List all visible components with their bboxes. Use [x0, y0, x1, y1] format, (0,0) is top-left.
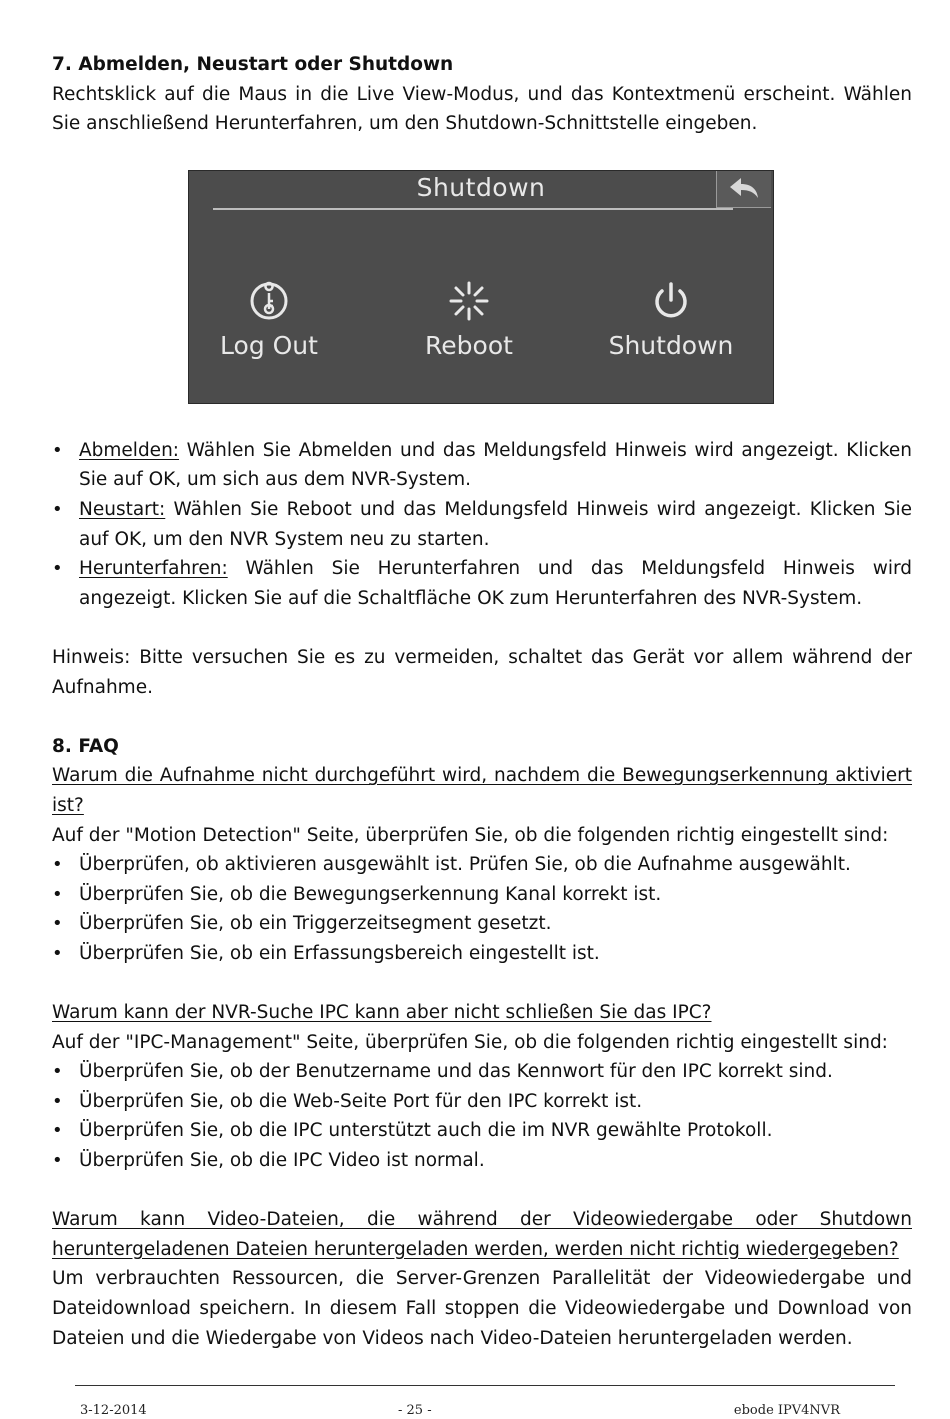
- faq-question-1: Warum die Aufnahme nicht durchgeführt wird, nachdem die Bewegungserkennung aktiviert ist?: [52, 765, 912, 816]
- footer-page-number: - 25 -: [398, 1403, 432, 1418]
- list-item: • Überprüfen Sie, ob die Web-Seite Port für den IPC korrekt ist.: [52, 1087, 912, 1117]
- reboot-option[interactable]: [389, 279, 549, 360]
- faq-question-2: Warum kann der NVR-Suche IPC kann aber nicht schließen Sie das IPC?: [52, 1002, 712, 1024]
- list-item: • Überprüfen, ob aktivieren ausgewählt ist. Prüfen Sie, ob die Aufnahme ausgewählt.: [52, 850, 912, 880]
- section-8-heading: 8. FAQ: [52, 735, 119, 757]
- bullet-term: Neustart:: [79, 498, 166, 520]
- shutdown-dialog-screenshot: [188, 170, 774, 404]
- faq-answer-2: Auf der "IPC-Management" Seite, überprüfen Sie, ob die folgenden richtig eingestellt sind:: [52, 1031, 888, 1053]
- section-7-bullet-list: [52, 436, 912, 614]
- faq-question-3: Warum kann Video-Dateien, die während der Videowiedergabe oder Shutdown heruntergeladenen Dateien heruntergeladen werden, werden nicht richtig wiedergegeben?: [52, 1209, 912, 1260]
- section-7-intro: Rechtsklick auf die Maus in die Live View-Modus, und das Kontextmenü erscheint. Wählen Sie anschließend Herunterfahren, um den Shutdown-Schnittstelle eingeben.: [52, 83, 912, 135]
- bullet-term: Abmelden:: [79, 439, 180, 461]
- log-out-option[interactable]: [189, 279, 349, 360]
- footer-date: 3-12-2014: [80, 1403, 147, 1418]
- back-arrow-icon: [727, 175, 761, 201]
- page-content: [52, 50, 912, 1353]
- list-item: • Überprüfen Sie, ob die IPC Video ist normal.: [52, 1146, 912, 1176]
- faq-2-bullet-list: [52, 1057, 912, 1175]
- list-item: [52, 495, 912, 554]
- list-item: • Überprüfen Sie, ob ein Triggerzeitsegment gesetzt.: [52, 909, 912, 939]
- footer-product: ebode IPV4NVR: [733, 1403, 840, 1418]
- list-item: • Überprüfen Sie, ob ein Erfassungsbereich eingestellt ist.: [52, 939, 912, 969]
- shutdown-option[interactable]: [591, 279, 751, 360]
- bullet-text: Wählen Sie Reboot und das Meldungsfeld Hinweis wird angezeigt. Klicken Sie auf OK, um den NVR System neu zu starten.: [79, 498, 912, 550]
- list-item: • Überprüfen Sie, ob die IPC unterstützt auch die im NVR gewählte Protokoll.: [52, 1116, 912, 1146]
- back-button[interactable]: [716, 171, 771, 208]
- faq-answer-1: Auf der "Motion Detection" Seite, überprüfen Sie, ob die folgenden richtig eingestellt sind:: [52, 824, 889, 846]
- bullet-text: Wählen Sie Herunterfahren und das Meldungsfeld Hinweis wird angezeigt. Klicken Sie auf die Schaltfläche OK zum Herunterfahren des NVR-System.: [79, 558, 912, 609]
- log-out-label: Log Out: [220, 330, 318, 360]
- section-7-heading: 7. Abmelden, Neustart oder Shutdown: [52, 54, 454, 75]
- list-item: [52, 436, 912, 495]
- footer-divider: [75, 1385, 895, 1386]
- dialog-title: Shutdown: [416, 172, 546, 202]
- reboot-spinner-icon: [447, 279, 491, 323]
- bullet-term: Herunterfahren:: [79, 558, 228, 580]
- logout-key-icon: [247, 279, 291, 323]
- faq-answer-3: Um verbrauchten Ressourcen, die Server-Grenzen Parallelität der Videowiedergabe und Dateidownload speichern. In diesem Fall stoppen die Videowiedergabe und Download von Dateien und die Wiedergabe von Videos nach Video-Dateien heruntergeladen werden.: [52, 1268, 912, 1349]
- list-item: • Überprüfen Sie, ob der Benutzername und das Kennwort für den IPC korrekt sind.: [52, 1057, 912, 1087]
- shutdown-label: Shutdown: [608, 330, 734, 360]
- shutdown-note: Hinweis: Bitte versuchen Sie es zu vermeiden, schaltet das Gerät vor allem während der Aufnahme.: [52, 646, 912, 698]
- power-icon: [649, 279, 693, 323]
- dialog-title-divider: [213, 208, 733, 210]
- reboot-label: Reboot: [425, 330, 513, 360]
- faq-1-bullet-list: [52, 850, 912, 968]
- list-item: [52, 554, 912, 613]
- list-item: • Überprüfen Sie, ob die Bewegungserkennung Kanal korrekt ist.: [52, 880, 912, 910]
- bullet-text: Wählen Sie Abmelden und das Meldungsfeld Hinweis wird angezeigt. Klicken Sie auf OK, um sich aus dem NVR-System.: [79, 439, 912, 491]
